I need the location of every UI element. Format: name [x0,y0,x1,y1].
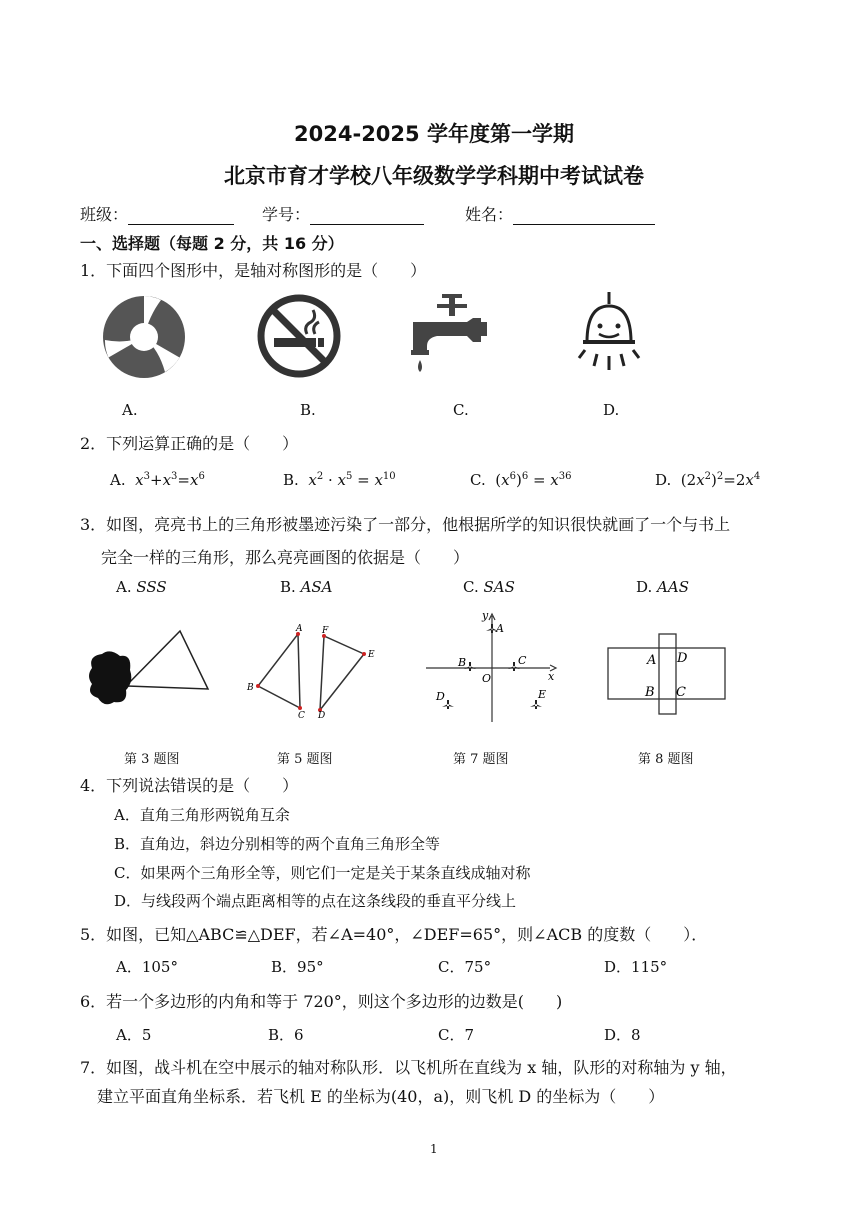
q4-option-a: A．直角三角形两锐角互余 [114,806,290,824]
q6-stem: 6．若一个多边形的内角和等于 720°，则这个多边形的边数是( ) [80,992,563,1011]
page-number: 1 [430,1142,438,1156]
q1-figure-a [101,294,187,380]
q3-stem-line1: 3．如图，亮亮书上的三角形被墨迹污染了一部分，他根据所学的知识很快就画了一个与书上 [80,515,731,534]
class-blank[interactable] [128,208,234,225]
q3-option-a-value: SSS [136,578,167,596]
student-id-field [262,202,424,225]
q5-option-a: A．105° [116,958,178,976]
q2-option-d: D. $(2x^2)^2=2x^4$ [655,471,761,489]
svg-text:A: A [296,624,303,634]
q3-stem-line2: 完全一样的三角形，那么亮亮画图的依据是（ ） [101,548,470,567]
q6-option-d: D．8 [604,1026,641,1044]
q2-option-b: B. $x^2 \cdot x^5 = x^{10}$ [283,471,396,489]
svg-text:B: B [247,683,254,693]
q3-option-b [280,578,333,596]
svg-text:x: x [548,670,555,683]
q2-option-a-letter: A. [110,471,126,489]
svg-text:y: y [482,609,489,622]
q1-figure-b-no-smoking-icon [257,294,341,378]
svg-text:D: D [436,690,445,703]
name-blank[interactable] [513,208,655,225]
q3-option-c [463,578,515,596]
q4-option-b: B．直角边，斜边分别相等的两个直角三角形全等 [114,835,441,853]
q1-label-b: B. [300,401,316,419]
q6-option-c: C．7 [438,1026,475,1044]
q3-option-d [636,578,689,596]
q2-option-d-letter: D. [655,471,672,489]
svg-text:D: D [318,711,326,721]
student-id-blank[interactable] [310,208,424,225]
q1-stem: 1．下面四个图形中，是轴对称图形的是（ ） [80,261,427,280]
svg-text:D: D [677,651,688,666]
q5-stem: 5．如图，已知△ABC≌△DEF，若∠A=40°，∠DEF=65°，则∠ACB 的度数（ ）． [80,925,708,944]
section-heading: 一、选择题（每题 2 分，共 16 分） [80,234,344,253]
q3-option-d-value: AAS [657,578,689,596]
name-label: 姓名： [465,205,514,224]
q3-option-c-value: SAS [483,578,515,596]
q5-option-b: B．95° [271,958,324,976]
caption-q7: 第 7 题图 [453,752,509,767]
caption-q3: 第 3 题图 [124,752,180,767]
student-id-label: 学号： [262,205,311,224]
q5-option-c: C．75° [438,958,492,976]
caption-q5: 第 5 题图 [277,752,333,767]
class-label: 班级： [80,205,129,224]
q2-option-a: A. $x^3+x^3=x^6$ [110,471,205,489]
svg-text:F: F [322,626,329,636]
svg-text:C: C [298,711,305,721]
svg-text:C: C [518,654,527,667]
q4-option-c: C．如果两个三角形全等，则它们一定是关于某条直线成轴对称 [114,864,531,882]
exam-title-line1: 2024-2025 学年度第一学期 [294,122,574,146]
q3-option-a [116,578,167,596]
q7-stem-line1: 7．如图，战斗机在空中展示的轴对称队形．以飞机所在直线为 x 轴，队形的对称轴为 y 轴， [80,1058,737,1077]
name-field [465,202,655,225]
q3-option-b-letter: B. [280,578,296,596]
q1-figure-c-faucet-icon [409,292,495,376]
q2-option-b-letter: B. [283,471,299,489]
svg-text:O: O [482,672,492,685]
q3-figure [86,628,216,710]
q3-option-a-letter: A. [116,578,132,596]
svg-text:A: A [647,653,657,668]
q5-figure [244,624,375,721]
svg-text:B: B [645,685,655,700]
q6-option-b: B．6 [268,1026,304,1044]
q4-option-d: D．与线段两个端点距离相等的点在这条线段的垂直平分线上 [114,892,517,910]
q6-option-a: A．5 [116,1026,152,1044]
q3-option-c-letter: C. [463,578,479,596]
q3-option-d-letter: D. [636,578,653,596]
q4-stem: 4．下列说法错误的是（ ） [80,776,299,795]
svg-text:A: A [496,622,504,635]
exam-title-line2: 北京市育才学校八年级数学学科期中考试试卷 [224,164,644,188]
q7-stem-line2: 建立平面直角坐标系．若飞机 E 的坐标为(40，a)，则飞机 D 的坐标为（ ） [97,1087,665,1106]
svg-text:E: E [368,650,375,660]
q8-figure [606,632,728,718]
q2-stem: 2．下列运算正确的是（ ） [80,434,299,453]
q7-figure [426,610,558,724]
q1-label-a: A. [122,401,138,419]
q2-option-c: C. $(x^6)^6 = x^{36}$ [470,471,572,489]
q5-option-d: D．115° [604,958,668,976]
svg-text:C: C [676,685,686,700]
class-field [80,202,234,225]
q2-option-c-letter: C. [470,471,486,489]
q1-label-c: C. [453,401,469,419]
q1-figure-d-lamp-icon [577,292,641,376]
svg-text:B: B [458,656,467,669]
q3-option-b-value: ASA [300,578,333,596]
svg-text:E: E [538,688,547,701]
caption-q8: 第 8 题图 [638,752,694,767]
q1-label-d: D. [603,401,620,419]
